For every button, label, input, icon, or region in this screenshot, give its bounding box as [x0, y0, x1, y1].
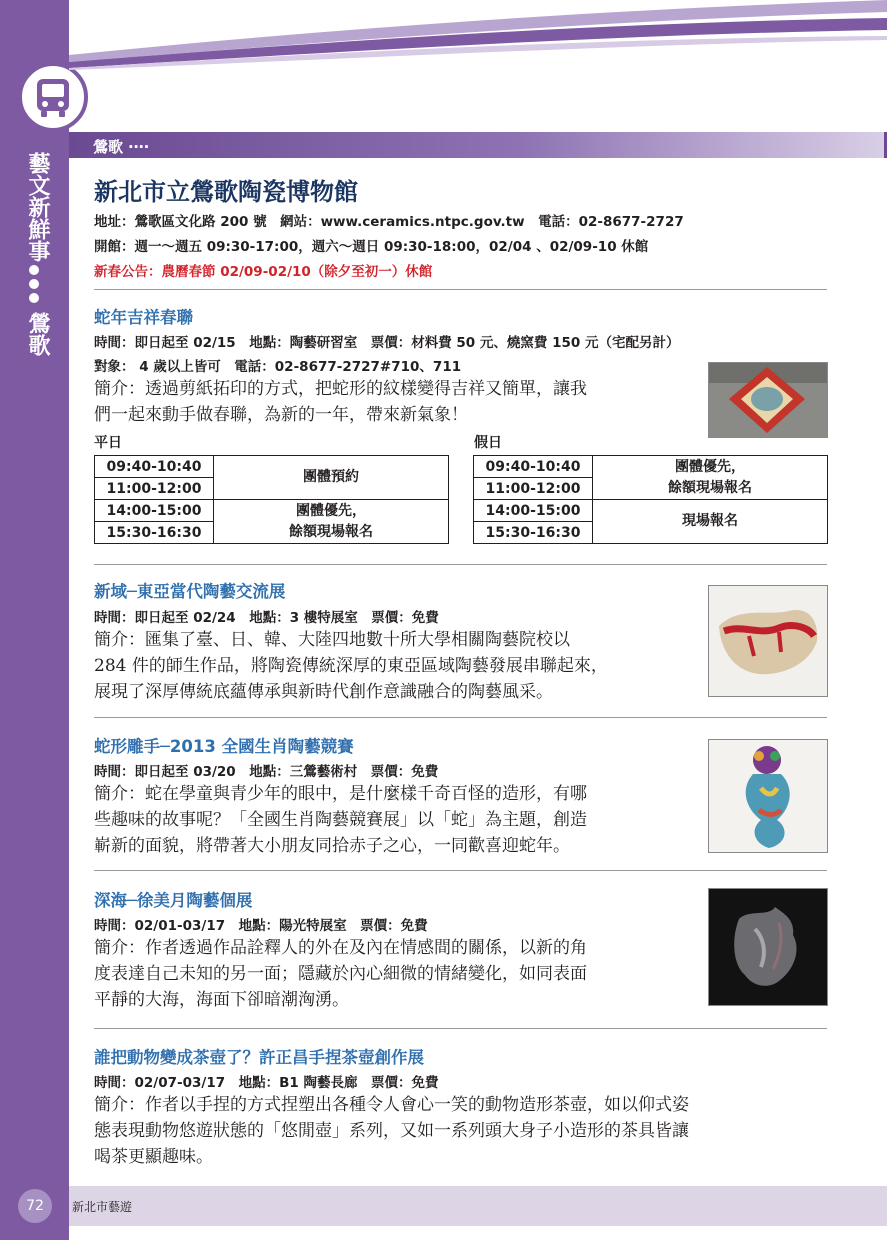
- venue-address-line: 地址：鶯歌區文化路 200 號 網站：www.ceramics.ntpc.gov.tw 電話：02-8677-2727: [94, 214, 684, 230]
- holiday-label: 假日: [474, 435, 502, 451]
- venue-notice-line: 新春公告：農曆春節 02/09-02/10（除夕至初一）休館: [94, 264, 433, 280]
- time-cell: 09:40-10:40: [95, 456, 214, 478]
- event-title: 蛇年吉祥春聯: [94, 308, 193, 327]
- event-meta: 時間：即日起至 03/20 地點：三鶯藝術村 票價：免費: [94, 764, 439, 780]
- time-cell: 09:40-10:40: [474, 456, 593, 478]
- group-cell: [593, 456, 828, 500]
- deep-sea-ceramic-photo: [708, 888, 828, 1006]
- time-cell: 11:00-12:00: [95, 478, 214, 500]
- ceramic-installation-photo: [708, 585, 828, 697]
- event-description-line: 們一起來動手做春聯，為新的一年，帶來新氣象！: [94, 405, 468, 425]
- event-description: [94, 1092, 834, 1170]
- group-cell: 團體預約: [214, 456, 449, 500]
- group-cell-line: 團體優先，: [675, 458, 745, 475]
- event-description: [94, 376, 704, 428]
- divider: [94, 1028, 827, 1029]
- time-cell: 15:30-16:30: [474, 522, 593, 544]
- rail-district-label: 鶯歌: [25, 312, 50, 356]
- group-cell: 現場報名: [593, 500, 828, 544]
- event-description-line: 平靜的大海，海面下卻暗潮洶湧。: [94, 990, 349, 1010]
- footer-title: 新北市藝遊: [72, 1200, 133, 1214]
- snake-sculpture-photo: [708, 739, 828, 853]
- section-header-bar: [69, 132, 887, 158]
- bus-icon: [31, 75, 75, 119]
- page-number: 72: [18, 1189, 52, 1223]
- venue-title: 新北市立鶯歌陶瓷博物館: [94, 178, 358, 206]
- event-description-line: 簡介：作者透過作品詮釋人的外在及內在情感間的關係，以新的角: [94, 938, 587, 958]
- group-cell-line: 餘額現場報名: [289, 523, 373, 540]
- venue-hours-line: 開館：週一～週五 09:30-17:00，週六～週日 09:30-18:00，02/04 、02/09-10 休館: [94, 239, 649, 255]
- event-description-line: 態表現動物悠遊狀態的「悠閒壺」系列，又如一系列頭大身子小造形的茶具皆讓: [94, 1121, 689, 1141]
- time-cell: 15:30-16:30: [95, 522, 214, 544]
- event-description-line: 簡介：透過剪紙拓印的方式，把蛇形的紋樣變得吉祥又簡單，讓我: [94, 379, 587, 399]
- footer-bar: [69, 1186, 887, 1226]
- event-description: [94, 627, 704, 705]
- event-description-line: 嶄新的面貌，將帶著大小朋友同拾赤子之心，一同歡喜迎蛇年。: [94, 836, 570, 856]
- rail-section-label: 藝文新鮮事: [25, 152, 50, 262]
- event-description-line: 簡介：作者以手捏的方式捏塑出各種令人會心一笑的動物造形茶壺，如以仰式姿: [94, 1095, 689, 1115]
- rail-dots: [26, 265, 42, 307]
- event-description-line: 284 件的師生作品，將陶瓷傳統深厚的東亞區域陶藝發展串聯起來，: [94, 656, 608, 676]
- spring-couplet-photo: [708, 362, 828, 438]
- event-description-line: 些趣味的故事呢？「全國生肖陶藝競賽展」以「蛇」為主題，創造: [94, 810, 587, 830]
- event-description: [94, 781, 704, 859]
- divider: [94, 870, 827, 871]
- group-cell: [214, 500, 449, 544]
- weekday-schedule-table: [94, 455, 449, 544]
- time-cell: 11:00-12:00: [474, 478, 593, 500]
- header-swoosh: [69, 0, 887, 70]
- section-label: 鶯歌 ‧‧‧‧: [93, 138, 150, 156]
- holiday-schedule-table: [473, 455, 828, 544]
- event-title: 新域─東亞當代陶藝交流展: [94, 582, 286, 601]
- bus-badge: [18, 62, 88, 132]
- time-cell: 14:00-15:00: [474, 500, 593, 522]
- divider: [94, 717, 827, 718]
- event-description-line: 簡介：蛇在學童與青少年的眼中，是什麼樣千奇百怪的造形，有哪: [94, 784, 587, 804]
- event-meta: 時間：即日起至 02/24 地點：3 樓特展室 票價：免費: [94, 610, 439, 626]
- event-description-line: 喝茶更顯趣味。: [94, 1147, 213, 1167]
- event-meta-2: 對象： 4 歲以上皆可 電話：02-8677-2727#710、711: [94, 359, 462, 375]
- group-cell-line: 餘額現場報名: [668, 479, 752, 496]
- event-meta: 時間：02/01-03/17 地點：陽光特展室 票價：免費: [94, 918, 428, 934]
- event-title: 深海─徐美月陶藝個展: [94, 891, 253, 910]
- divider: [94, 564, 827, 565]
- event-description: [94, 935, 704, 1013]
- event-description-line: 簡介：匯集了臺、日、韓、大陸四地數十所大學相關陶藝院校以: [94, 630, 570, 650]
- divider: [94, 289, 827, 290]
- event-title: 蛇形雕手─2013 全國生肖陶藝競賽: [94, 737, 354, 756]
- event-meta: 時間：02/07-03/17 地點：B1 陶藝長廊 票價：免費: [94, 1075, 439, 1091]
- event-meta: 時間：即日起至 02/15 地點：陶藝研習室 票價：材料費 50 元、燒窯費 150 元（宅配另計）: [94, 335, 680, 351]
- group-cell-line: 團體優先，: [296, 502, 366, 519]
- time-cell: 14:00-15:00: [95, 500, 214, 522]
- event-description-line: 度表達自己未知的另一面；隱藏於內心細微的情緒變化，如同表面: [94, 964, 587, 984]
- event-title: 誰把動物變成茶壺了？許正昌手捏茶壺創作展: [94, 1048, 424, 1067]
- weekday-label: 平日: [94, 435, 122, 451]
- event-description-line: 展現了深厚傳統底蘊傳承與新時代創作意識融合的陶藝風采。: [94, 682, 553, 702]
